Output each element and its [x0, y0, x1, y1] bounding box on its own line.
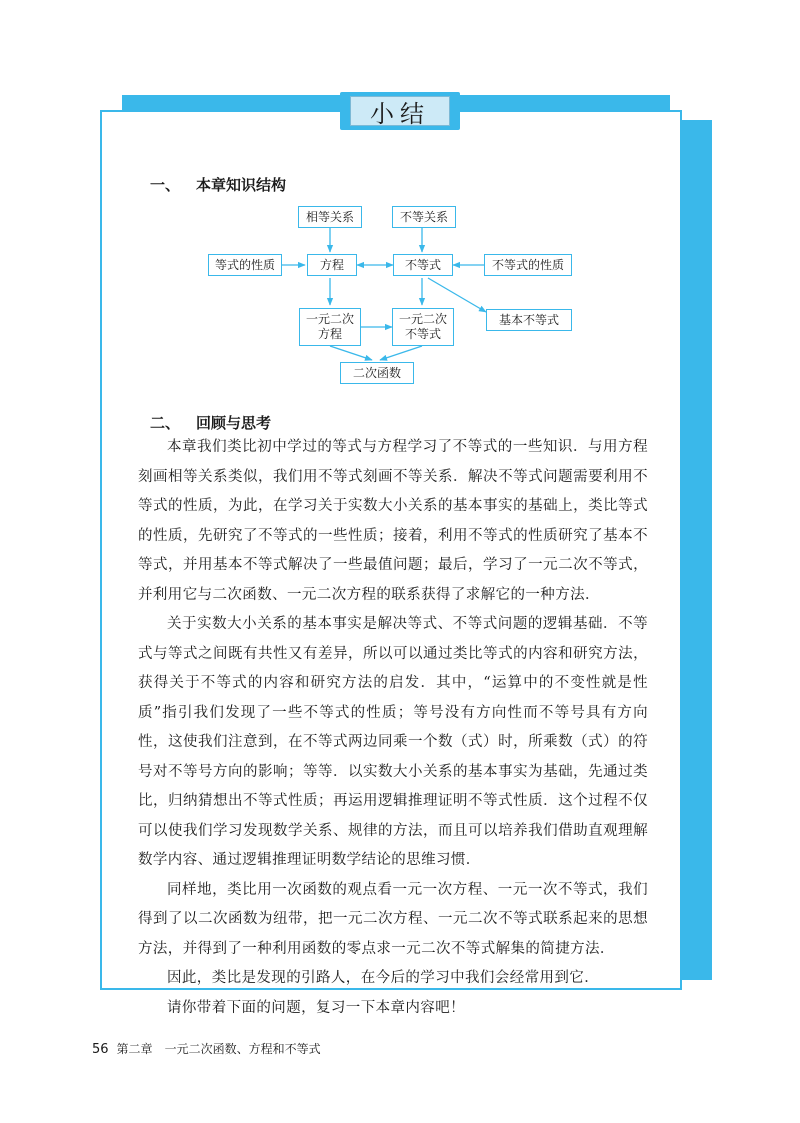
- box-line: 不等式: [404, 327, 441, 341]
- section-number: 二、: [150, 414, 181, 432]
- box-quadratic-equation: [299, 308, 361, 346]
- page-number: 56: [92, 1042, 109, 1057]
- review-body: [138, 433, 648, 1023]
- paragraph: 因此，类比是发现的引路人，在今后的学习中我们会经常用到它．: [167, 970, 600, 986]
- page-footer: [92, 1040, 321, 1057]
- chapter-label: 第二章: [116, 1042, 153, 1056]
- box-line: 一元二次: [305, 312, 354, 326]
- box-line: 一元二次: [398, 312, 447, 326]
- section-number: 一、: [150, 176, 181, 194]
- box-equality-properties: 等式的性质: [208, 254, 282, 276]
- box-equation: 方程: [307, 254, 357, 276]
- chapter-title: 一元二次函数、方程和不等式: [164, 1042, 321, 1056]
- paragraph: 请你带着下面的问题，复习一下本章内容吧！: [167, 999, 465, 1016]
- paragraph: 关于实数大小关系的基本事实是解决等式、不等式问题的逻辑基础．不等式与等式之间既有共性又有差异，所以可以通过类比等式的内容和研究方法，获得关于不等式的内容和研究方法的启发．其中，“运算中的不变性就是性质”指引我们发现了一些不等式的性质；等号没有方向性而不等号具有方向性，这使我们注意到，在不等式两边同乘一个数（式）时，所乘数（式）的符号对不等号方向的影响；等等．以实数大小关系的基本事实为基础，先通过类比，归纳猜想出不等式性质；再运用逻辑推理证明不等式性质．这个过程不仅可以使我们学习发现数学关系、规律的方法，而且可以培养我们借助直观理解数学内容、通过逻辑推理证明数学结论的思维习惯．: [138, 616, 648, 868]
- decor-band-side: [680, 120, 712, 980]
- box-unequal-relation: 不等关系: [392, 206, 456, 228]
- box-inequality: 不等式: [393, 254, 453, 276]
- section-title: 本章知识结构: [196, 176, 287, 194]
- section-heading-review: [150, 412, 271, 433]
- box-line: 方程: [317, 327, 342, 341]
- section-title: 回顾与思考: [196, 414, 272, 432]
- paragraph: 本章我们类比初中学过的等式与方程学习了不等式的一些知识．与用方程刻画相等关系类似，我们用不等式刻画不等关系．解决不等式问题需要利用不等式的性质，为此，在学习关于实数大小关系的基本事实的基础上，类比等式的性质，先研究了不等式的一些性质；接着，利用不等式的性质研究了基本不等式，并用基本不等式解决了一些最值问题；最后，学习了一元二次不等式，并利用它与二次函数、一元二次方程的联系获得了求解它的一种方法．: [138, 439, 648, 603]
- box-quadratic-function: 二次函数: [340, 362, 414, 384]
- section-heading-structure: [150, 174, 286, 195]
- box-equal-relation: 相等关系: [298, 206, 362, 228]
- box-inequality-properties: 不等式的性质: [484, 254, 572, 276]
- page-title: 小结: [350, 96, 450, 126]
- box-quadratic-inequality: [392, 308, 454, 346]
- box-basic-inequality: 基本不等式: [486, 309, 572, 331]
- paragraph: 同样地，类比用一次函数的观点看一元一次方程、一元一次不等式，我们得到了以二次函数为纽带，把一元二次方程、一元二次不等式联系起来的思想方法，并得到了一种利用函数的零点求一元二次不等式解集的简捷方法．: [138, 881, 648, 957]
